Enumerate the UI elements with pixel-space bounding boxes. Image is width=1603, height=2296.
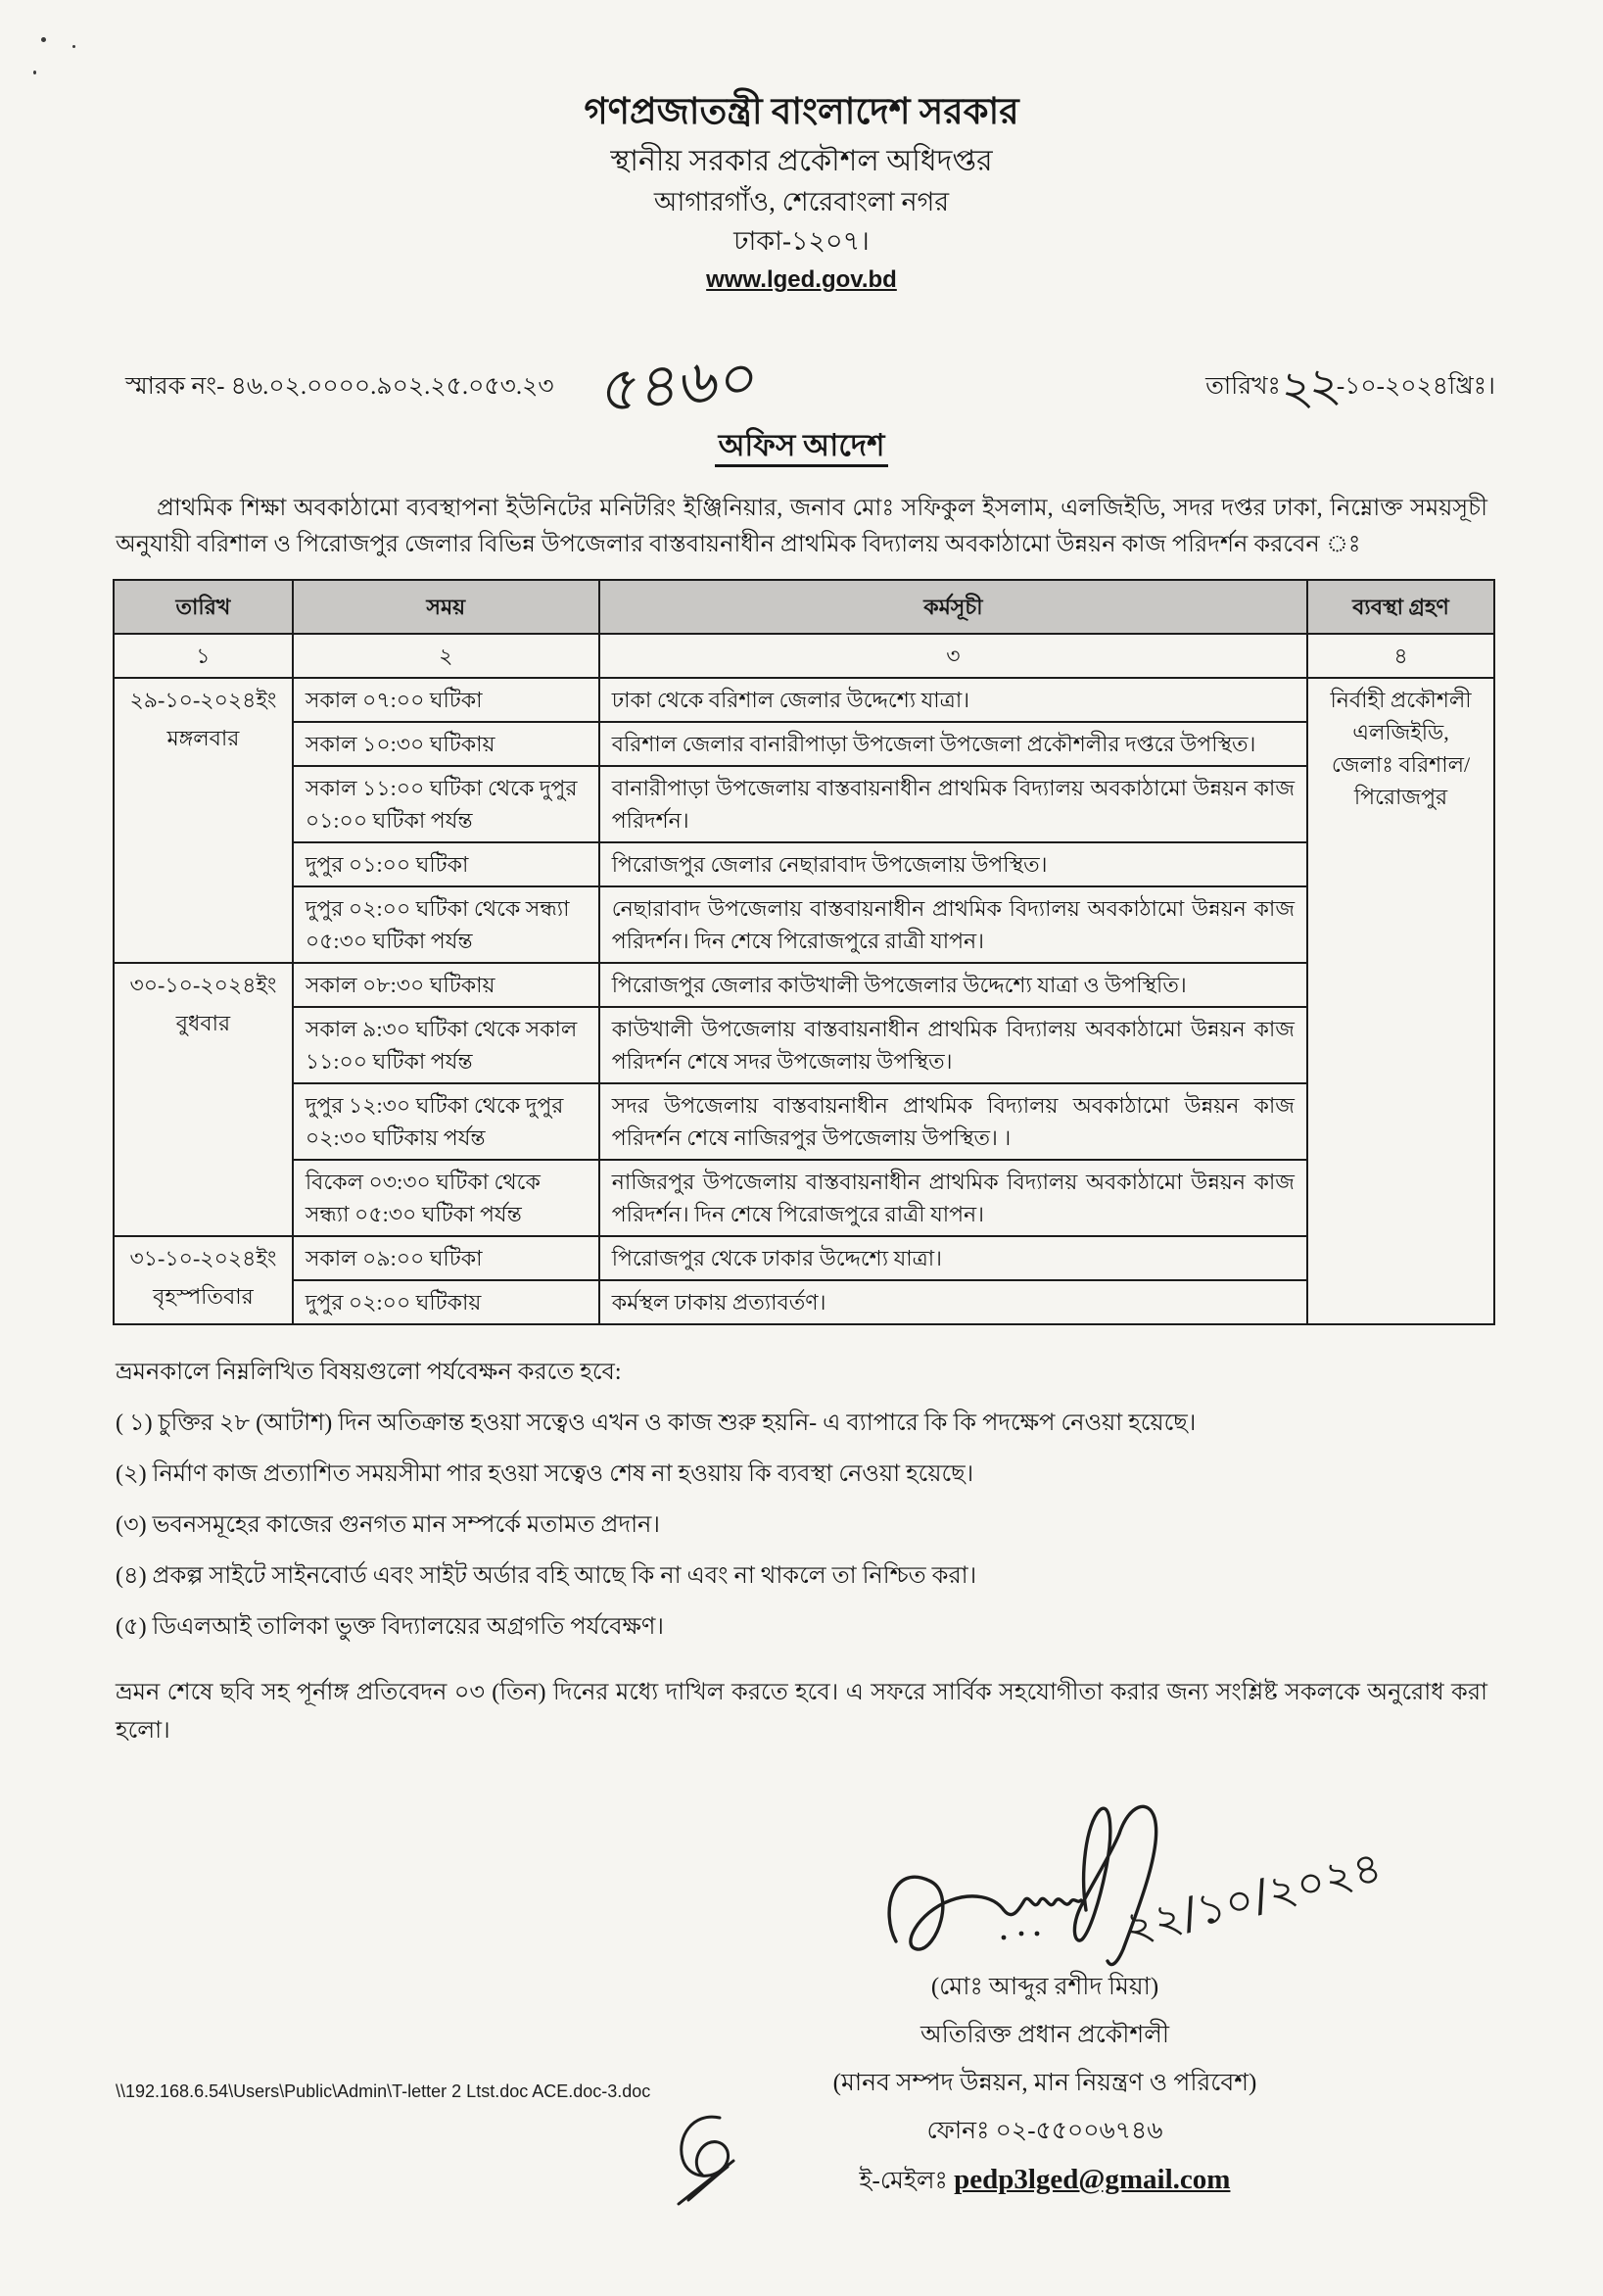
observation-item: (২) নির্মাণ কাজ প্রত্যাশিত সময়সীমা পার হওয়া সত্বেও শেষ না হওয়ায় কি ব্যবস্থা নেওয়া হয়েছে।: [116, 1461, 974, 1488]
signatory-name: (মোঃ আব্দুর রশীদ মিয়া): [930, 1974, 1159, 2000]
action-line: জেলাঃ বরিশাল/: [1331, 752, 1471, 778]
handwritten-date-day: ২২: [1277, 356, 1340, 418]
observation-section: [116, 1355, 1487, 1645]
table-row: [114, 1083, 1494, 1160]
memo-row: [125, 340, 1495, 427]
schedule-time-cell: দুপুর ০২:০০ ঘটিকা থেকে সন্ধ্যা ০৫:৩০ ঘটিকা পর্যন্ত: [293, 886, 599, 963]
table-row: [114, 842, 1494, 886]
schedule-time-cell: দুপুর ০১:০০ ঘটিকা: [293, 842, 599, 886]
col-number-4: ৪: [1307, 634, 1494, 678]
action-line: নির্বাহী প্রকৌশলী: [1330, 688, 1472, 713]
action-line: পিরোজপুর: [1353, 785, 1448, 810]
schedule-programme-cell: পিরোজপুর থেকে ঢাকার উদ্দেশ্যে যাত্রা।: [599, 1236, 1307, 1280]
table-row: [114, 722, 1494, 766]
government-name: গণপ্রজাতন্ত্রী বাংলাদেশ সরকার: [584, 92, 1019, 132]
ink-speck: [33, 71, 36, 74]
table-row: [114, 678, 1494, 722]
table-row: [114, 1160, 1494, 1236]
col-number-1: ১: [114, 634, 293, 678]
table-row: [114, 1007, 1494, 1083]
email-label: ই-মেইলঃ: [859, 2168, 948, 2194]
intro-paragraph: প্রাথমিক শিক্ষা অবকাঠামো ব্যবস্থাপনা ইউনিটের মনিটরিং ইঞ্জিনিয়ার, জনাব মোঃ সফিকুল ইসলাম, এলজিইডি, সদর দপ্তর ঢাকা, নিম্নোক্ত সময়সূচী অনুযায়ী বরিশাল ও পিরোজপুর জেলার বিভিন্ন উপজেলার বাস্তবায়নাধীন প্রাথমিক বিদ্যালয় অবকাঠামো উন্নয়ন কাজ পরিদর্শন করবেন ঃ: [116, 495, 1487, 558]
table-row: [114, 766, 1494, 842]
schedule-programme-cell: কাউখালী উপজেলায় বাস্তবায়নাধীন প্রাথমিক বিদ্যালয় অবকাঠামো উন্নয়ন কাজ পরিদর্শন শেষে সদর উপজেলায় উপস্থিত।: [599, 1007, 1307, 1083]
handwritten-serial-number: ৫৪৬০: [599, 340, 761, 427]
scribble-mark-icon: [669, 2110, 757, 2208]
schedule-time-cell: সকাল ১০:৩০ ঘটিকায়: [293, 722, 599, 766]
order-title-wrap: [0, 422, 1603, 473]
schedule-date-cell: [114, 1236, 293, 1324]
weekday-text: বৃহস্পতিবার: [153, 1284, 254, 1310]
table-row: [114, 1280, 1494, 1324]
schedule-table: [113, 579, 1495, 1325]
signatory-phone: ফোনঃ ০২-৫৫০০৬৭৪৬: [926, 2118, 1163, 2144]
observation-item: (৩) ভবনসমূহের কাজের গুনগত মান সম্পর্কে মতামত প্রদান।: [116, 1512, 660, 1539]
schedule-programme-cell: নাজিরপুর উপজেলায় বাস্তবায়নাধীন প্রাথমিক বিদ্যালয় অবকাঠামো উন্নয়ন কাজ পরিদর্শন। দিন শেষে পিরোজপুরে রাত্রী যাপন।: [599, 1160, 1307, 1236]
signatory-designation: অতিরিক্ত প্রধান প্রকৌশলী: [919, 2022, 1169, 2048]
schedule-date-cell: [114, 678, 293, 963]
action-line: এলজিইডি,: [1352, 720, 1449, 745]
header-date: তারিখ: [114, 580, 293, 634]
memo-number-label: স্মারক নং- ৪৬.০২.০০০০.৯০২.২৫.০৫৩.২৩: [125, 372, 554, 400]
header-programme: কর্মসূচী: [599, 580, 1307, 634]
weekday-text: বুধবার: [175, 1011, 231, 1036]
schedule-programme-cell: বানারীপাড়া উপজেলায় বাস্তবায়নাধীন প্রাথমিক বিদ্যালয় অবকাঠামো উন্নয়ন কাজ পরিদর্শন।: [599, 766, 1307, 842]
observation-item: ( ১) চুক্তির ২৮ (আটাশ) দিন অতিক্রান্ত হওয়া সত্বেও এখন ও কাজ শুরু হয়নি- এ ব্যাপারে কি কি পদক্ষেপ নেওয়া হয়েছে।: [116, 1411, 1197, 1437]
schedule-time-cell: বিকেল ০৩:৩০ ঘটিকা থেকে সন্ধ্যা ০৫:৩০ ঘটিকা পর্যন্ত: [293, 1160, 599, 1236]
schedule-time-cell: দুপুর ০২:০০ ঘটিকায়: [293, 1280, 599, 1324]
weekday-text: মঙ্গলবার: [166, 726, 240, 751]
table-row: [114, 886, 1494, 963]
date-text: ২৯-১০-২০২৪ইং: [129, 688, 277, 713]
schedule-programme-cell: কর্মস্থল ঢাকায় প্রত্যাবর্তণ।: [599, 1280, 1307, 1324]
schedule-time-cell: সকাল ০৮:৩০ ঘটিকায়: [293, 963, 599, 1007]
action-taken-cell: [1307, 678, 1494, 1324]
schedule-time-cell: সকাল ০৯:০০ ঘটিকা: [293, 1236, 599, 1280]
website-text: www.lged.gov.bd: [706, 266, 897, 294]
observation-intro: ভ্রমনকালে নিম্নলিখিত বিষয়গুলো পর্যবেক্ষন করতে হবে:: [116, 1360, 622, 1386]
schedule-time-cell: দুপুর ১২:৩০ ঘটিকা থেকে দুপুর ০২:৩০ ঘটিকায় পর্যন্ত: [293, 1083, 599, 1160]
signature-icon: [878, 1794, 1172, 1976]
col-number-2: ২: [293, 634, 599, 678]
address-line-2: ঢাকা-১২০৭।: [733, 225, 870, 256]
schedule-programme-cell: নেছারাবাদ উপজেলায় বাস্তবায়নাধীন প্রাথমিক বিদ্যালয় অবকাঠামো উন্নয়ন কাজ পরিদর্শন। দিন শেষে পিরোজপুরে রাত্রী যাপন।: [599, 886, 1307, 963]
letterhead: [0, 0, 1603, 295]
page-title: অফিস আদেশ: [715, 428, 889, 467]
column-number-row: [114, 634, 1494, 678]
schedule-time-cell: সকাল ১১:০০ ঘটিকা থেকে দুপুর ০১:০০ ঘটিকা পর্যন্ত: [293, 766, 599, 842]
signature-block: [731, 1794, 1388, 2203]
header-time: সময়: [293, 580, 599, 634]
table-header-row: [114, 580, 1494, 634]
observation-item: (৫) ডিএলআই তালিকা ভুক্ত বিদ্যালয়ের অগ্রগতি পর্যবেক্ষণ।: [116, 1614, 665, 1641]
header-action: ব্যবস্থা গ্রহণ: [1307, 580, 1494, 634]
schedule-programme-cell: পিরোজপুর জেলার নেছারাবাদ উপজেলায় উপস্থিত।: [599, 842, 1307, 886]
schedule-programme-cell: বরিশাল জেলার বানারীপাড়া উপজেলা উপজেলা প্রকৌশলীর দপ্তরে উপস্থিত।: [599, 722, 1307, 766]
date-text: ৩১-১০-২০২৪ইং: [129, 1246, 277, 1271]
schedule-programme-cell: সদর উপজেলায় বাস্তবায়নাধীন প্রাথমিক বিদ্যালয় অবকাঠামো উন্নয়ন কাজ পরিদর্শন শেষে নাজিরপুর উপজেলায় উপস্থিত। ।: [599, 1083, 1307, 1160]
document-file-path: \\192.168.6.54\Users\Public\Admin\T-letter 2 Ltst.doc ACE.doc-3.doc: [116, 2081, 651, 2101]
schedule-time-cell: সকাল ০৭:০০ ঘটিকা: [293, 678, 599, 722]
handwritten-signature-date: ২২/১০/২০২৪: [1120, 1842, 1388, 1954]
table-row: [114, 963, 1494, 1007]
schedule-programme-cell: পিরোজপুর জেলার কাউখালী উপজেলার উদ্দেশ্যে যাত্রা ও উপস্থিতি।: [599, 963, 1307, 1007]
schedule-programme-cell: ঢাকা থেকে বরিশাল জেলার উদ্দেশ্যে যাত্রা।: [599, 678, 1307, 722]
ink-speck: [72, 45, 75, 48]
date-text: ৩০-১০-২০২৪ইং: [129, 973, 277, 998]
signatory-email-row: [731, 2161, 1358, 2203]
date-rest: -১০-২০২৪খ্রিঃ।: [1336, 372, 1495, 400]
col-number-3: ৩: [599, 634, 1307, 678]
schedule-time-cell: সকাল ৯:৩০ ঘটিকা থেকে সকাল ১১:০০ ঘটিকা পর্যন্ত: [293, 1007, 599, 1083]
observation-item: (৪) প্রকল্প সাইটে সাইনবোর্ড এবং সাইট অর্ডার বহি আছে কি না এবং না থাকলে তা নিশ্চিত করা।: [116, 1563, 977, 1590]
schedule-date-cell: [114, 963, 293, 1236]
date-label: তারিখঃ: [1205, 372, 1281, 400]
ink-speck: [41, 37, 46, 42]
department-name: স্থানীয় সরকার প্রকৌশল অধিদপ্তর: [610, 145, 993, 178]
signatory-wing: (মানব সম্পদ উন্নয়ন, মান নিয়ন্ত্রণ ও পরিবেশ): [832, 2070, 1257, 2096]
closing-paragraph: ভ্রমন শেষে ছবি সহ পূর্নাঙ্গ প্রতিবেদন ০৩ (তিন) দিনের মধ্যে দাখিল করতে হবে। এ সফরে সার্বিক সহযোগীতা করার জন্য সংশ্লিষ্ট সকলকে অনুরোধ করা হলো।: [116, 1680, 1487, 1744]
email-address: pedp3lged@gmail.com: [954, 2164, 1231, 2195]
address-line-1: আগারগাঁও, শেরেবাংলা নগর: [653, 186, 950, 216]
table-row: [114, 1236, 1494, 1280]
